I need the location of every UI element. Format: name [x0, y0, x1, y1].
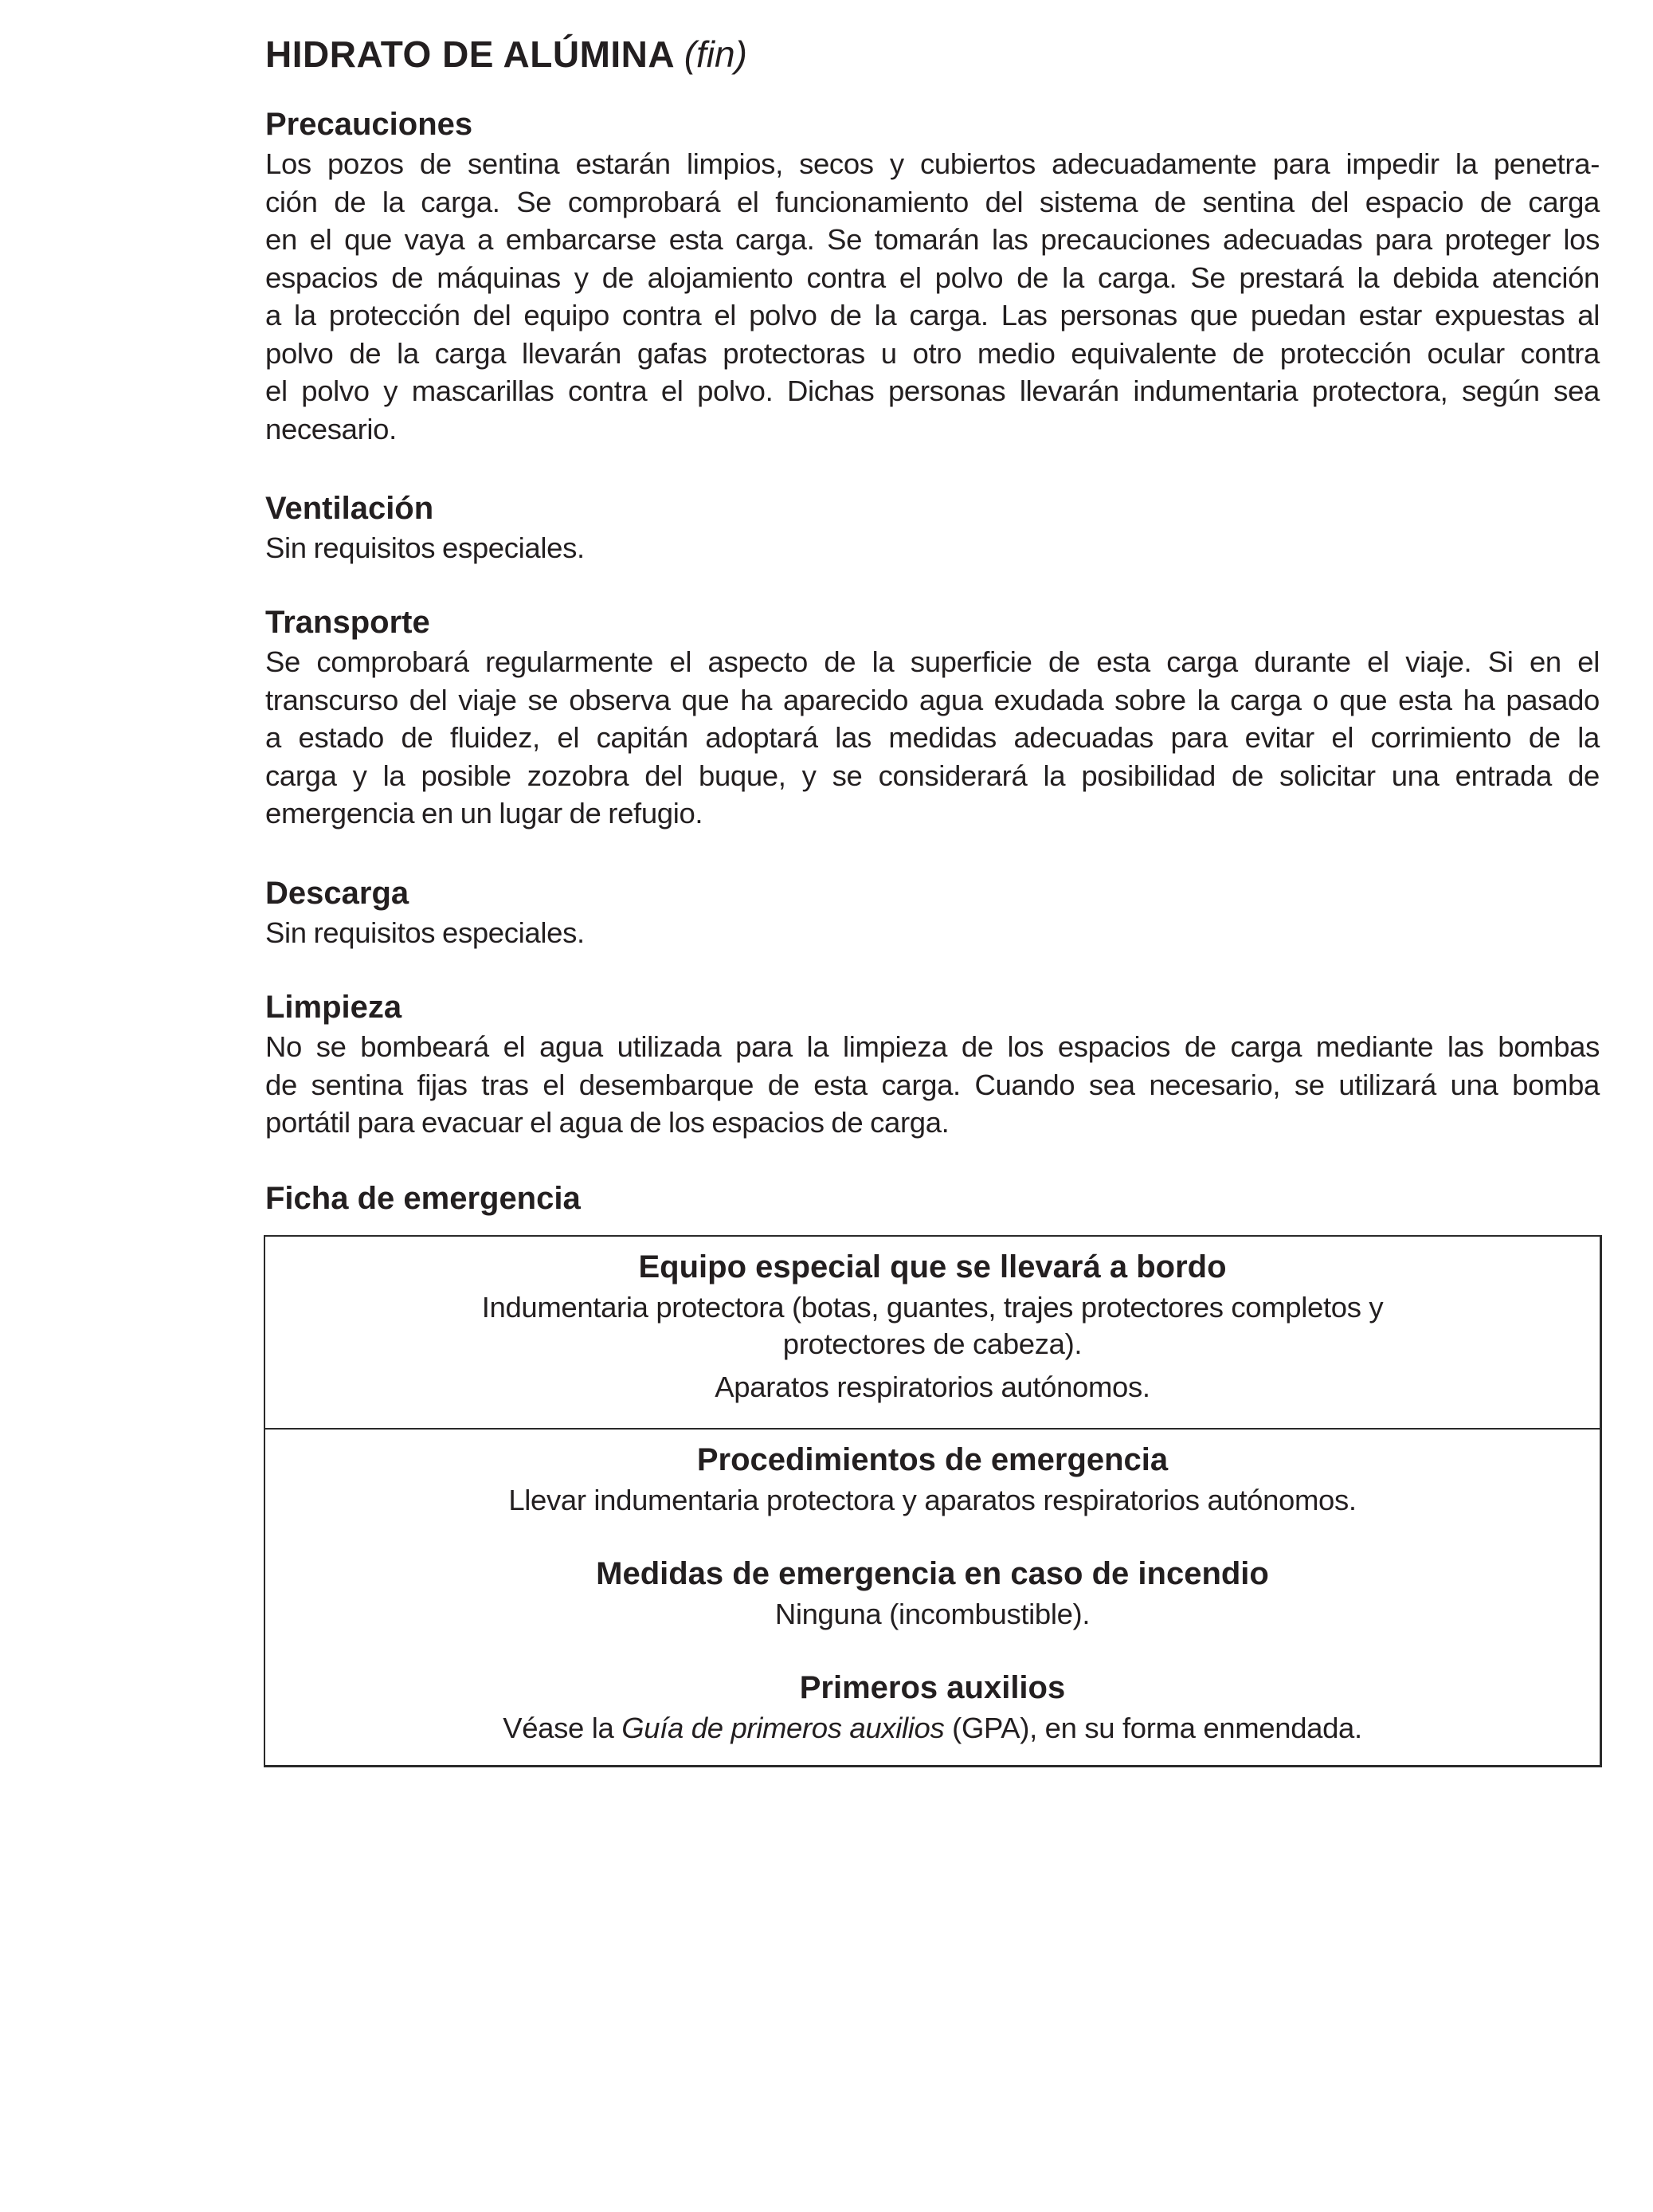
section-heading: Ventilación — [265, 491, 434, 526]
text-line: portátil para evacuar el agua de los espacios de carga. — [265, 1106, 950, 1139]
page-title-text: HIDRATO DE ALÚMINA — [265, 33, 674, 75]
section-body — [265, 529, 1600, 567]
section-heading: Limpieza — [265, 990, 402, 1025]
first-aid-text — [265, 1708, 1600, 1748]
text-line: de sentina fijas tras el desembarque de esta carga. Cuando sea necesario, se utilizará una bomba — [265, 1068, 1600, 1101]
text-line: Se comprobará regularmente el aspecto de la superficie de esta carga durante el viaje. Si en el — [265, 645, 1600, 678]
section-precauciones — [265, 104, 1600, 448]
text-line: ción de la carga. Se comprobará el funcionamiento del sistema de sentina del espacio de carga — [265, 185, 1600, 218]
first-aid-text-prefix: Véase la — [503, 1712, 622, 1744]
section-body — [265, 914, 1600, 952]
text-line: espacios de máquinas y de alojamiento contra el polvo de la carga. Se prestará la debida atención — [265, 261, 1600, 294]
section-descarga — [265, 873, 1600, 952]
text-line: polvo de la carga llevarán gafas protectoras u otro medio equivalente de protección ocular contra — [265, 336, 1600, 370]
special-equipment-line: protectores de cabeza). — [782, 1328, 1083, 1360]
emergency-procedures-text: Llevar indumentaria protectora y aparatos respiratorios autónomos. — [508, 1484, 1357, 1516]
text-line: el polvo y mascarillas contra el polvo. Dichas personas llevarán indumentaria protectora, según sea — [265, 375, 1600, 407]
text-line: carga y la posible zozobra del buque, y se considerará la posibilidad de solicitar una entrada de — [265, 759, 1600, 792]
special-equipment-line: Indumentaria protectora (botas, guantes, trajes protectores completos y — [481, 1291, 1384, 1324]
first-aid-guide-title: Guía de primeros auxilios — [621, 1712, 945, 1744]
text-line: transcurso del viaje se observa que ha aparecido agua exudada sobre la carga o que esta ha pasado — [265, 683, 1600, 716]
section-body — [265, 145, 1600, 448]
first-aid-text-suffix: (GPA), en su forma enmendada. — [944, 1712, 1362, 1744]
section-heading: Precauciones — [265, 107, 473, 142]
special-equipment-block — [265, 1246, 1600, 1407]
text-line: en el que vaya a embarcarse esta carga. Se tomarán las precauciones adecuadas para proteger los — [265, 223, 1600, 256]
emergency-procedures-heading: Procedimientos de emergencia — [696, 1442, 1169, 1477]
text-line: a la protección del equipo contra el polvo de la carga. Las personas que puedan estar expuestas al — [265, 299, 1600, 331]
emergency-procedures-block — [265, 1439, 1600, 1520]
special-equipment-heading: Equipo especial que se llevará a bordo — [638, 1249, 1227, 1284]
first-aid-heading: Primeros auxilios — [799, 1670, 1066, 1705]
text-line: Los pozos de sentina estarán limpios, secos y cubiertos adecuadamente para impedir la penetra- — [265, 147, 1600, 180]
section-body — [265, 643, 1600, 833]
fire-measures-block — [265, 1553, 1600, 1634]
section-transporte — [265, 602, 1600, 833]
section-ventilacion — [265, 488, 1600, 567]
section-heading: Descarga — [265, 876, 409, 911]
text-line: a estado de fluidez, el capitán adoptará las medidas adecuadas para evitar el corrimiento de la — [265, 721, 1600, 754]
text-line: emergencia en un lugar de refugio. — [265, 797, 703, 830]
section-body — [265, 1028, 1600, 1142]
text-line: Sin requisitos especiales. — [265, 531, 585, 564]
text-line: Sin requisitos especiales. — [265, 916, 585, 949]
text-line: necesario. — [265, 412, 397, 445]
section-heading: Ficha de emergencia — [265, 1181, 581, 1216]
special-equipment-line: Aparatos respiratorios autónomos. — [715, 1371, 1150, 1403]
page-title — [265, 30, 747, 78]
fire-measures-text: Ninguna (incombustible). — [774, 1598, 1091, 1630]
first-aid-block — [265, 1667, 1600, 1748]
section-limpieza — [265, 986, 1600, 1142]
emergency-card — [264, 1235, 1602, 1767]
section-ficha-emergencia — [265, 1178, 1600, 1219]
page-title-suffix: (fin) — [684, 33, 747, 75]
section-heading: Transporte — [265, 605, 430, 640]
text-line: No se bombeará el agua utilizada para la limpieza de los espacios de carga mediante las bombas — [265, 1030, 1600, 1063]
box-divider — [265, 1428, 1600, 1430]
fire-measures-heading: Medidas de emergencia en caso de incendio — [596, 1556, 1269, 1591]
